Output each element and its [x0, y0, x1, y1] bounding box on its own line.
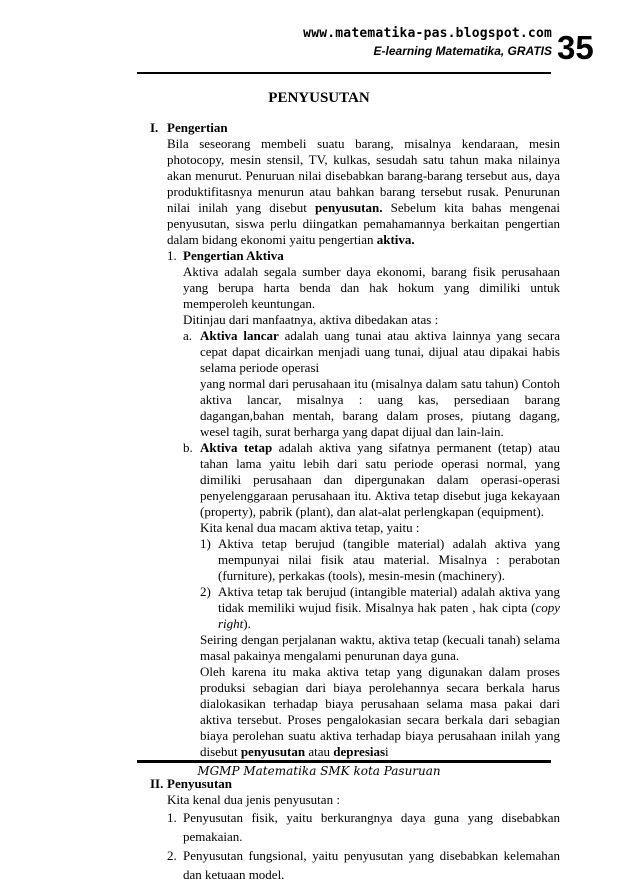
tetap-item-2-mark: 2) [200, 584, 211, 599]
tetap-item-2-end: ). [243, 616, 251, 631]
kita-kenal-text: Kita kenal dua macam aktiva tetap, yaitu : [200, 520, 420, 535]
page-title: PENYUSUTAN [268, 90, 370, 106]
item-b-text: adalah aktiva yang sifatnya permanent (tetap) atau tahan lama yaitu lebih dari satu periode operasi normal, yang dimiliki perusahaan dan dipergunakan dalam operasi-operasi penyelenggaraan perusahaan itu. Aktiva tetap disebut juga kekayaan (property), pabrik (plant), dan alat-alat perlengkapan (equipment). [200, 440, 560, 519]
penyusutan-item-1-text: Penyusutan fisik, yaitu berkurangnya daya guna yang disebabkan pemakaian. [183, 810, 560, 844]
header-rule [137, 72, 551, 74]
oleh-paragraph [150, 664, 560, 760]
item-a-mark: a. [183, 328, 193, 343]
oleh-tail: i [385, 744, 389, 759]
footer-rule [137, 760, 551, 763]
intro-text-1: Bila seseorang membeli suatu barang, misalnya kendaraan, mesin photocopy, mesin stensil, TV, kulkas, sesudah satu tahun maka nilainya akan menurut. Penuruan nilai disebabkan barang-barang tersebut aus, daya produktifitasnya menurun atau bahkan barang tersebut rusak. Penurunan nilai inilah yang disebut [167, 136, 560, 215]
section-2-number: II. [150, 776, 164, 791]
tetap-item-1-mark: 1) [200, 536, 211, 551]
penyusutan-item-2 [150, 846, 560, 884]
section-1-title: Pengertian [167, 120, 228, 135]
tetap-item-2 [150, 584, 560, 632]
section-1-number: I. [150, 120, 159, 135]
oleh-bold-depresiasi: depresias [333, 744, 386, 759]
section-1-intro [150, 136, 560, 248]
penyusutan-item-2-mark: 2. [167, 848, 177, 863]
aktiva-definition: Aktiva adalah segala sumber daya ekonomi, barang fisik perusahaan yang berupa harta benda dan hak hokum yang dimiliki untuk memperoleh keuntungan. [183, 264, 560, 311]
item-b-aktiva-tetap [150, 440, 560, 520]
ditinjau-text: Ditinjau dari manfaatnya, aktiva dibedakan atas : [183, 312, 439, 327]
section-2-intro: Kita kenal dua jenis penyusutan : [167, 792, 340, 807]
subsection-1-heading [150, 248, 560, 264]
tetap-item-2-text: Aktiva tetap tak berujud (intangible material) adalah aktiva yang tidak memiliki wujud fisik. Misalnya hak paten , hak cipta ( [218, 584, 560, 615]
item-a-term: Aktiva lancar [200, 328, 279, 343]
page-number: 35 [557, 29, 594, 66]
item-a-text: adalah uang tunai atau aktiva lainnya yang secara cepat dapat dicairkan menjadi uang tunai, dijual atau dipakai habis selama periode operasi [200, 328, 560, 375]
subsection-1-title: Pengertian Aktiva [183, 248, 284, 263]
header-subtitle: E-learning Matematika, GRATIS [373, 44, 552, 58]
intro-text-2: Sebelum kita bahas mengenai penyusutan, siswa perlu diingatkan pemahamannya berkaitan pengertian dalam bidang ekonomi yaitu pengertian [167, 200, 561, 247]
item-b-term: Aktiva tetap [200, 440, 273, 455]
header-url: www.matematika-pas.blogspot.com [303, 26, 552, 41]
penyusutan-item-1-mark: 1. [167, 810, 177, 825]
item-a-aktiva-lancar [150, 328, 560, 376]
seiring-paragraph: Seiring dengan perjalanan waktu, aktiva tetap (kecuali tanah) selama masal pakainya mengalami penurunan daya guna. [200, 632, 560, 663]
penyusutan-item-2-text: Penyusutan fungsional, yaitu penyusutan yang disebabkan kelemahan dan ketuaan model. [183, 848, 560, 882]
oleh-atau: atau [305, 744, 334, 759]
item-a-continuation: yang normal dari perusahaan itu (misalnya dalam satu tahun) Contoh aktiva lancar, misalnya : uang kas, persediaan barang dagangan,bahan mentah, barang dalam proses, piutang dagang, wesel tagih, surat berharga yang dapat dijual dan lain-lain. [200, 376, 560, 439]
intro-bold-penyusutan: penyusutan. [314, 200, 383, 215]
oleh-text: Oleh karena itu maka aktiva tetap yang digunakan dalam proses produksi sebagian dari biaya perolehannya secara berkala harus dialokasikan terhadap biaya perusahaan selama masa pakai dari aktiva tersebut. Proses pengalokasian secara berkala dari sebagian biaya perolehan suatu aktiva terhadap biaya perusahaan inilah yang disebut [200, 664, 560, 759]
item-b-mark: b. [183, 440, 193, 455]
section-2-heading [150, 776, 560, 792]
section-1-heading [150, 120, 560, 136]
penyusutan-item-1 [150, 808, 560, 846]
page-footer: MGMP Matematika SMK kota Pasuruan [197, 764, 441, 778]
intro-bold-aktiva: aktiva. [376, 232, 415, 247]
page-header [303, 26, 552, 58]
subsection-1-number: 1. [167, 248, 177, 263]
tetap-item-1-text: Aktiva tetap berujud (tangible material) adalah aktiva yang mempunyai nilai fisik atau material. Misalnya : perabotan (furniture), perkakas (tools), mesin-mesin (machinery). [218, 536, 560, 583]
tetap-item-2-italic: copy right [218, 600, 560, 631]
tetap-item-1 [150, 536, 560, 584]
section-2-title: Penyusutan [167, 776, 233, 791]
oleh-bold-penyusutan: penyusutan [240, 744, 306, 759]
